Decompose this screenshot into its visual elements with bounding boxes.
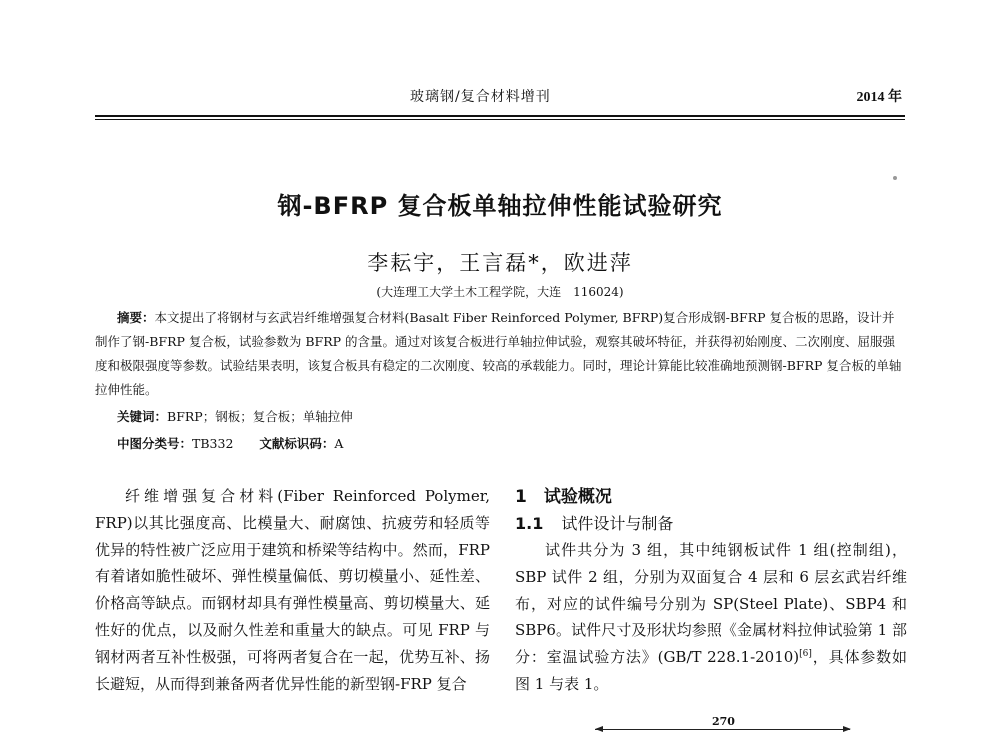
specimen-paragraph — [515, 537, 907, 698]
right-column — [515, 483, 907, 698]
keywords-label: 关键词： — [117, 409, 168, 424]
reference-citation: [6] — [799, 649, 812, 660]
section-title: 试件设计与制备 — [561, 514, 674, 533]
doc-code-label: 文献标识码： — [259, 436, 335, 451]
specimen-text: 试件共分为 3 组，其中纯钢板试件 1 组(控制组)，SBP 试件 2 组，分别为双面复合 4 层和 6 层玄武岩纤维布，对应的试件编号分别为 SP(Steel Plate)、SBP4 和 SBP6。试件尺寸及形状均参照《金属材料拉伸试验第 1 部分：室温试验方法》(GB/T 228.1-2010) — [515, 541, 907, 667]
abstract-text: 本文提出了将钢材与玄武岩纤维增强复合材料(Basalt Fiber Reinforced Polymer, BFRP)复合形成钢-BFRP 复合板的思路，设计并制作了钢-BFRP 复合板，试验参数为 BFRP 的含量。通过对该复合板进行单轴拉伸试验，观察其破坏特征，并获得初始刚度、二次刚度、屈服强度和极限强度等参数。试验结果表明，该复合板具有稳定的二次刚度、较高的承载能力。同时，理论计算能比较准确地预测钢-BFRP 复合板的单轴拉伸性能。 — [95, 310, 902, 397]
journal-year: 2014 年 — [856, 90, 902, 105]
affiliation: (大连理工大学土木工程学院，大连 116024) — [376, 285, 624, 299]
specimen-text-end: ，具体参数如图 1 与表 1。 — [515, 648, 907, 693]
dimension-arrow-right — [843, 726, 851, 732]
journal-name: 玻璃钢/复合材料增刊 — [410, 89, 551, 105]
doc-code-value: A — [334, 436, 344, 451]
author-list: 李耘宇，王言磊*，欧进萍 — [367, 251, 633, 275]
abstract — [95, 306, 905, 402]
dimension-line — [595, 729, 850, 730]
section-number: 1.1 — [515, 514, 544, 533]
paper-title: 钢-BFRP 复合板单轴拉伸性能试验研究 — [277, 192, 723, 220]
classification — [117, 434, 343, 452]
dimension-label: 270 — [712, 715, 735, 728]
scan-speck — [893, 176, 897, 180]
section-heading-1: 1 试验概况 — [515, 487, 612, 507]
keywords-text: BFRP；钢板；复合板；单轴拉伸 — [167, 409, 353, 424]
class-value: TB332 — [192, 436, 234, 451]
class-label: 中图分类号： — [117, 436, 193, 451]
left-column — [95, 483, 490, 697]
header-rule-thin — [95, 119, 905, 120]
intro-paragraph: 纤维增强复合材料(Fiber Reinforced Polymer, FRP)以其比强度高、比模量大、耐腐蚀、抗疲劳和轻质等优异的特性被广泛应用于建筑和桥梁等结构中。然而，FRP 有着诸如脆性破坏、弹性模量偏低、剪切模量小、延性差、价格高等缺点。而钢材却具有弹性模量高、剪切模量大、延性好的优点，以及耐久性差和重量大的缺点。可见 FRP 与钢材两者互补性极强，可将两者复合在一起，优势互补、扬长避短，从而得到兼备两者优异性能的新型钢-FRP 复合 — [95, 487, 490, 693]
section-heading-1-1 — [515, 511, 907, 537]
header-rule — [95, 115, 905, 117]
keywords — [117, 407, 353, 425]
abstract-label: 摘要： — [117, 310, 155, 325]
